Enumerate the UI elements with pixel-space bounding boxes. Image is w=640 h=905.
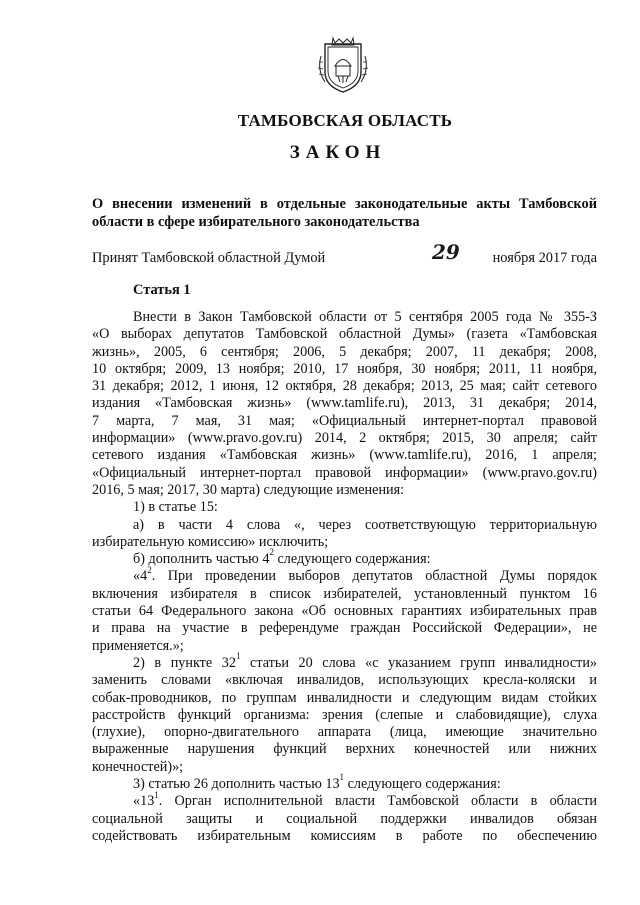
text-line: (глухие), опорно-двигательного аппарата (лица, имеющие значительно [92,724,597,741]
item-3 [92,772,597,793]
text-line: социальной защиты и социальной поддержки инвалидов обязан [92,810,597,827]
text-line: 2016, 5 мая; 2017, 30 марта) следующие изменения: [92,481,405,498]
item-1b [92,547,597,568]
text-line: включения избирателя в список избирателей, установленный пунктом 16 [92,585,597,602]
text-line: 10 октября; 2009, 13 ноября; 2010, 17 ноября, 30 ноября; 2011, 11 ноября, [92,360,597,377]
item-2 [92,651,598,776]
region-heading: ТАМБОВСКАЯ ОБЛАСТЬ [237,111,453,130]
text-line [92,651,598,672]
text-line: статьи 64 Федерального закона «Об основных гарантиях избирательных прав [92,603,597,620]
text-line: применяется.»; [92,637,184,654]
document-type-heading: ЗАКОН [289,142,387,163]
text-line: содействовать избирательным комиссиям в работе по обеспечению [92,827,597,844]
text-line: сетевого издания «Тамбовская жизнь» (www.tamlife.ru), 2016, 1 апреля; [92,447,597,464]
item-1: 1) в статье 15: [133,499,218,516]
text-line: 31 декабря; 2012, 1 июня, 12 октября, 28 декабря; 2013, 25 мая; сайт сетевого [92,378,597,395]
superscript: 1 [235,651,241,662]
text-fragment: . При проведении выборов депутатов областной Думы порядок [151,568,597,585]
superscript: 1 [154,789,159,800]
text-fragment: следующего содержания: [344,776,501,793]
text-line: информации» (www.pravo.gov.ru) 2014, 2 октября; 2015, 30 апреля; сайт [92,430,597,447]
text-fragment: «13 [133,793,155,810]
handwritten-day: 29 [432,240,460,264]
superscript: 1 [339,772,345,783]
adoption-month-year: ноября 2017 года [492,250,597,266]
text-line: издания «Тамбовская жизнь» (www.tamlife.ru), 2013, 31 декабря; 2014, [92,395,597,412]
text-line: конечностей)»; [92,758,184,775]
text-line: 7 марта, 7 мая, 31 мая; «Официальный интернет-портал правовой [92,412,597,429]
text-line: а) в части 4 слова «, через соответствующую территориальную [133,516,597,533]
superscript: 2 [147,564,152,575]
text-fragment: б) дополнить частью 4 [133,551,270,568]
text-fragment: 3) статью 26 дополнить частью 13 [133,776,340,793]
article-heading: Статья 1 [133,282,191,298]
text-line: и права на участие в референдуме граждан Российской Федерации», не [92,620,597,637]
text-fragment: 2) в пункте 32 [133,654,236,671]
adoption-line [92,240,597,267]
text-line: «Официальный интернет-портал правовой информации» (www.pravo.gov.ru) [92,464,597,481]
text-line: заменить словами «включая инвалидов, использующих кресла-коляски и [92,672,597,689]
text-fragment: «4 [133,568,148,585]
law-title [92,195,597,231]
text-line [92,564,597,585]
coat-of-arms-icon [313,36,373,96]
item-1a [92,517,597,552]
paragraph-main [92,309,597,499]
law-title-line: О внесении изменений в отдельные законодательные акты Тамбовской [92,196,597,212]
text-line: избирательную комиссию» исключить; [92,533,329,550]
text-line: «О выборах депутатов Тамбовской областной Думы» (газета «Тамбовская [92,326,597,343]
text-line [92,789,597,810]
adoption-text: Принят Тамбовской областной Думой [92,250,326,266]
article-body [92,309,597,845]
text-fragment: следующего содержания: [273,551,431,568]
quote-2 [92,789,597,845]
text-line: Внести в Закон Тамбовской области от 5 сентября 2005 года № 355-З [133,309,597,325]
text-line: выраженные нарушения функций верхних конечностей или нижних [92,741,597,758]
text-line: расстройств функций организма: зрения (слепые и слабовидящие), слуха [92,706,597,723]
text-line: жизнь», 2005, 6 сентября; 2006, 5 декабря; 2007, 11 декабря; 2008, [92,343,597,360]
quote-1 [92,564,597,654]
text-fragment: статьи 20 слова «с указанием групп инвалидности» [240,654,598,671]
text-fragment: . Орган исполнительной власти Тамбовской области в области [158,793,597,810]
text-line: собак-проводников, по группам инвалидности и следующим видам стойких [92,689,597,706]
superscript: 2 [269,547,274,558]
law-title-line: области в сфере избирательного законодательства [92,214,420,230]
